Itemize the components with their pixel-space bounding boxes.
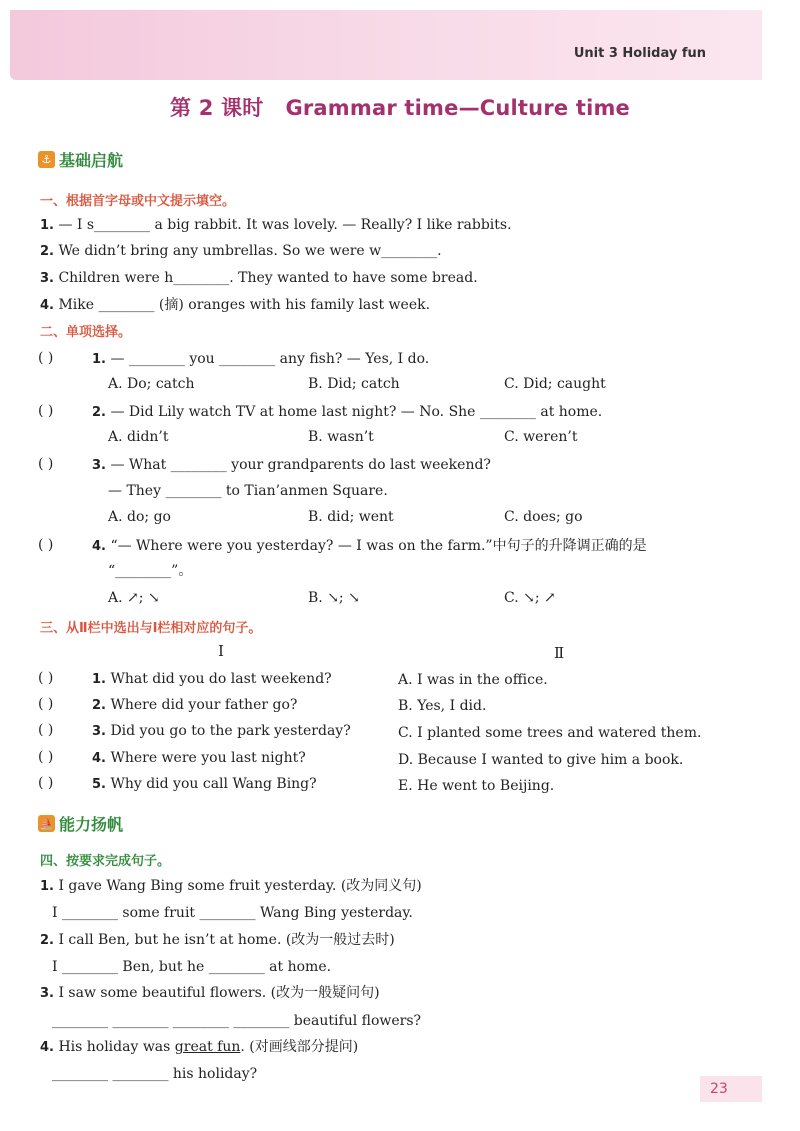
part1-heading: 一、根据首字母或中文提示填空。 — [40, 194, 236, 209]
question-line: “________”。 — [108, 563, 193, 579]
part4-answer-line[interactable]: I ________ Ben, but he ________ at home. — [52, 959, 332, 975]
match-left-item: 3. Did you go to the park yesterday? — [92, 723, 351, 739]
match-left-item: 4. Where were you last night? — [92, 750, 306, 766]
sailboat-icon: ⛵ — [39, 817, 54, 830]
answer-paren[interactable]: ( ) — [38, 775, 54, 791]
part2-heading: 二、单项选择。 — [40, 325, 132, 340]
answer-paren[interactable]: ( ) — [38, 350, 54, 366]
match-right-item: B. Yes, I did. — [398, 698, 487, 714]
section-ability — [38, 812, 123, 835]
option-c[interactable]: C. Did; caught — [504, 376, 606, 392]
option-b[interactable]: B. ↘; ↘ — [308, 590, 360, 606]
part4-answer-line[interactable]: I ________ some fruit ________ Wang Bing yesterday. — [52, 905, 413, 921]
part4-item: 2. I call Ben, but he isn’t at home. (改为一般过去时) — [40, 932, 395, 948]
part1-item: 1. — I s________ a big rabbit. It was lovely. — Really? I like rabbits. — [40, 217, 512, 233]
answer-paren[interactable]: ( ) — [38, 749, 54, 765]
column-one-label: Ⅰ — [218, 642, 224, 660]
match-right-item: A. I was in the office. — [398, 672, 548, 688]
option-b[interactable]: B. did; went — [308, 509, 394, 525]
question-line: 3. — What ________ your grandparents do last weekend? — [92, 457, 491, 473]
answer-paren[interactable]: ( ) — [38, 670, 54, 686]
lesson-topic: Grammar time—Culture time — [285, 96, 630, 120]
underlined-phrase: great fun — [174, 1039, 241, 1055]
question-line: 1. — ________ you ________ any fish? — Yes, I do. — [92, 351, 430, 367]
answer-paren[interactable]: ( ) — [38, 537, 54, 553]
page-title — [0, 92, 800, 122]
option-a[interactable]: A. didn’t — [108, 429, 169, 445]
section-basic-label: 基础启航 — [59, 151, 124, 170]
unit-label: Unit 3 Holiday fun — [573, 46, 706, 61]
column-two-label: Ⅱ — [554, 644, 565, 662]
part4-answer-line[interactable]: ________ ________ ________ ________ beautiful flowers? — [52, 1013, 422, 1029]
page-number: 23 — [700, 1076, 762, 1102]
option-c[interactable]: C. weren’t — [504, 429, 578, 445]
question-line: — They ________ to Tian’anmen Square. — [108, 483, 388, 499]
answer-paren[interactable]: ( ) — [38, 722, 54, 738]
option-a[interactable]: A. ↗; ↘ — [108, 590, 160, 606]
part4-item: 4. His holiday was great fun. (对画线部分提问) — [40, 1039, 359, 1055]
lesson-number: 第 2 课时 — [170, 96, 264, 120]
option-a[interactable]: A. do; go — [108, 509, 171, 525]
answer-paren[interactable]: ( ) — [38, 456, 54, 472]
match-right-item: C. I planted some trees and watered them. — [398, 725, 702, 741]
match-right-item: E. He went to Beijing. — [398, 778, 555, 794]
option-c[interactable]: C. ↘; ↗ — [504, 590, 556, 606]
part4-answer-line[interactable]: ________ ________ his holiday? — [52, 1066, 258, 1082]
match-left-item: 2. Where did your father go? — [92, 697, 298, 713]
part4-item: 3. I saw some beautiful flowers. (改为一般疑问句) — [40, 985, 380, 1001]
question-line: 2. — Did Lily watch TV at home last night? — No. She ________ at home. — [92, 404, 603, 420]
part3-heading: 三、从Ⅱ栏中选出与Ⅰ栏相对应的句子。 — [40, 621, 262, 636]
option-b[interactable]: B. Did; catch — [308, 376, 400, 392]
part1-item: 4. Mike ________ (摘) oranges with his family last week. — [40, 297, 431, 313]
answer-paren[interactable]: ( ) — [38, 403, 54, 419]
match-left-item: 1. What did you do last weekend? — [92, 671, 332, 687]
part4-heading: 四、按要求完成句子。 — [40, 854, 171, 869]
part1-item: 2. We didn’t bring any umbrellas. So we were w________. — [40, 243, 442, 259]
header-band — [10, 10, 762, 80]
part1-item: 3. Children were h________. They wanted to have some bread. — [40, 270, 478, 286]
anchor-icon: ⚓ — [38, 151, 55, 168]
section-ability-label: 能力扬帆 — [59, 815, 124, 834]
option-b[interactable]: B. wasn’t — [308, 429, 374, 445]
match-left-item: 5. Why did you call Wang Bing? — [92, 776, 317, 792]
part4-item: 1. I gave Wang Bing some fruit yesterday. (改为同义句) — [40, 878, 422, 894]
match-right-item: D. Because I wanted to give him a book. — [398, 752, 684, 768]
option-a[interactable]: A. Do; catch — [108, 376, 195, 392]
section-basic — [38, 148, 123, 171]
question-line: 4. “— Where were you yesterday? — I was on the farm.”中句子的升降调正确的是 — [92, 538, 647, 554]
answer-paren[interactable]: ( ) — [38, 696, 54, 712]
option-c[interactable]: C. does; go — [504, 509, 583, 525]
